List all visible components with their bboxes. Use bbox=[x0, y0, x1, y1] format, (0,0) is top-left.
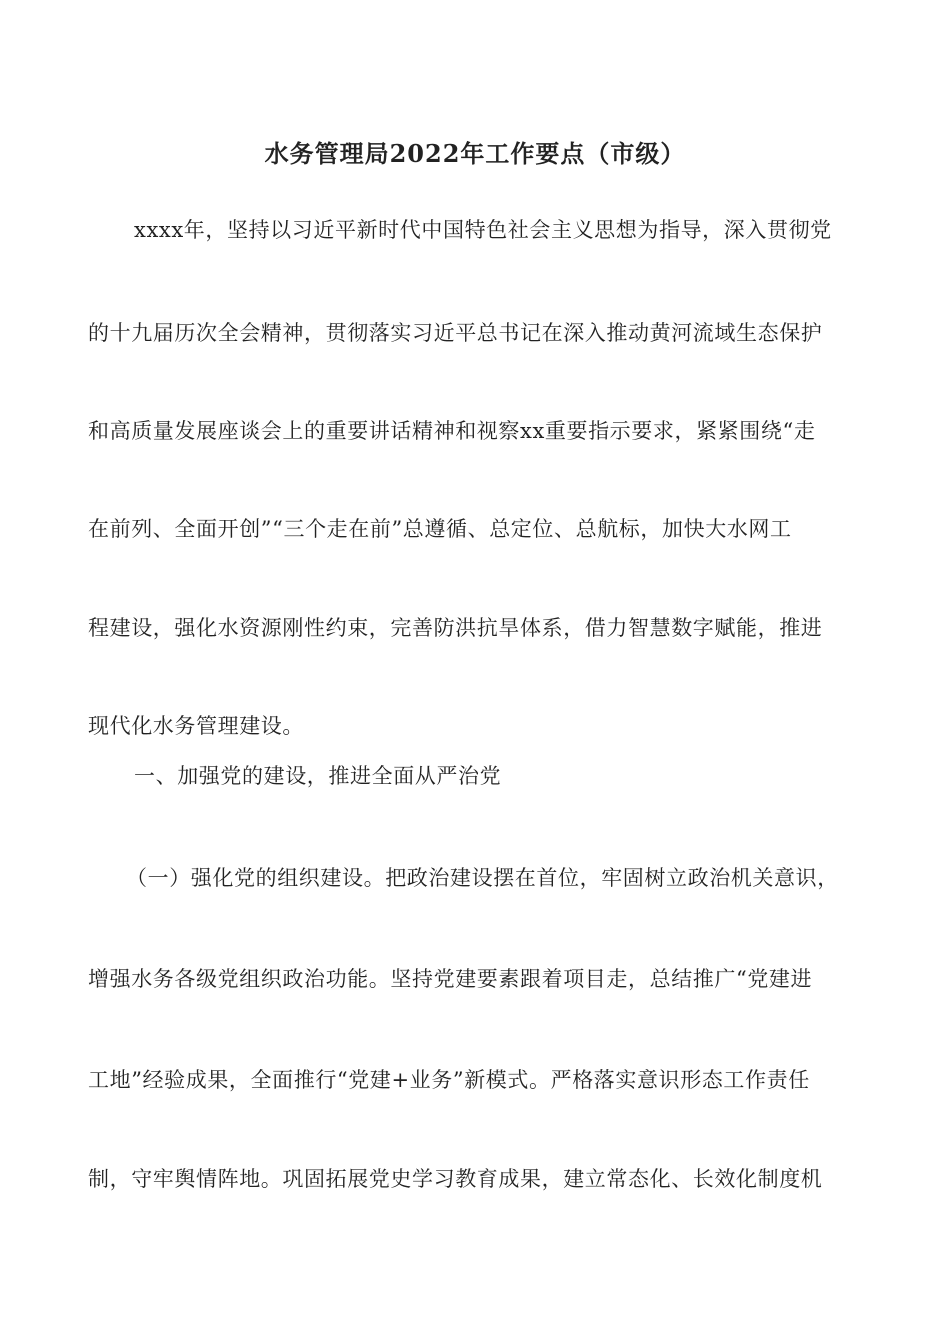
subsection-line-1: （一）强化党的组织建设。把政治建设摆在首位，牢固树立政治机关意识， bbox=[126, 866, 839, 890]
intro-line-4: 在前列、全面开创”“三个走在前”总遵循、总定位、总航标，加快大水网工 bbox=[88, 517, 792, 541]
section-heading: 一、加强党的建设，推进全面从严治党 bbox=[134, 764, 502, 788]
intro-line-5: 程建设，强化水资源刚性约束，完善防洪抗旱体系，借力智慧数字赋能，推进 bbox=[88, 616, 823, 640]
subsection-line-2: 增强水务各级党组织政治功能。坚持党建要素跟着项目走，总结推广“党建进 bbox=[88, 967, 813, 991]
intro-line-2: 的十九届历次全会精神，贯彻落实习近平总书记在深入推动黄河流域生态保护 bbox=[88, 321, 823, 345]
document-title: 水务管理局2022年工作要点（市级） bbox=[264, 139, 686, 168]
intro-line-3: 和高质量发展座谈会上的重要讲话精神和视察xx重要指示要求，紧紧围绕“走 bbox=[88, 419, 816, 443]
subsection-line-4: 制，守牢舆情阵地。巩固拓展党史学习教育成果，建立常态化、长效化制度机 bbox=[88, 1167, 823, 1191]
subsection-line-3: 工地”经验成果，全面推行“党建+业务”新模式。严格落实意识形态工作责任 bbox=[88, 1068, 810, 1092]
intro-line-1: xxxx年，坚持以习近平新时代中国特色社会主义思想为指导，深入贯彻党 bbox=[134, 218, 832, 242]
intro-line-6: 现代化水务管理建设。 bbox=[88, 714, 304, 738]
